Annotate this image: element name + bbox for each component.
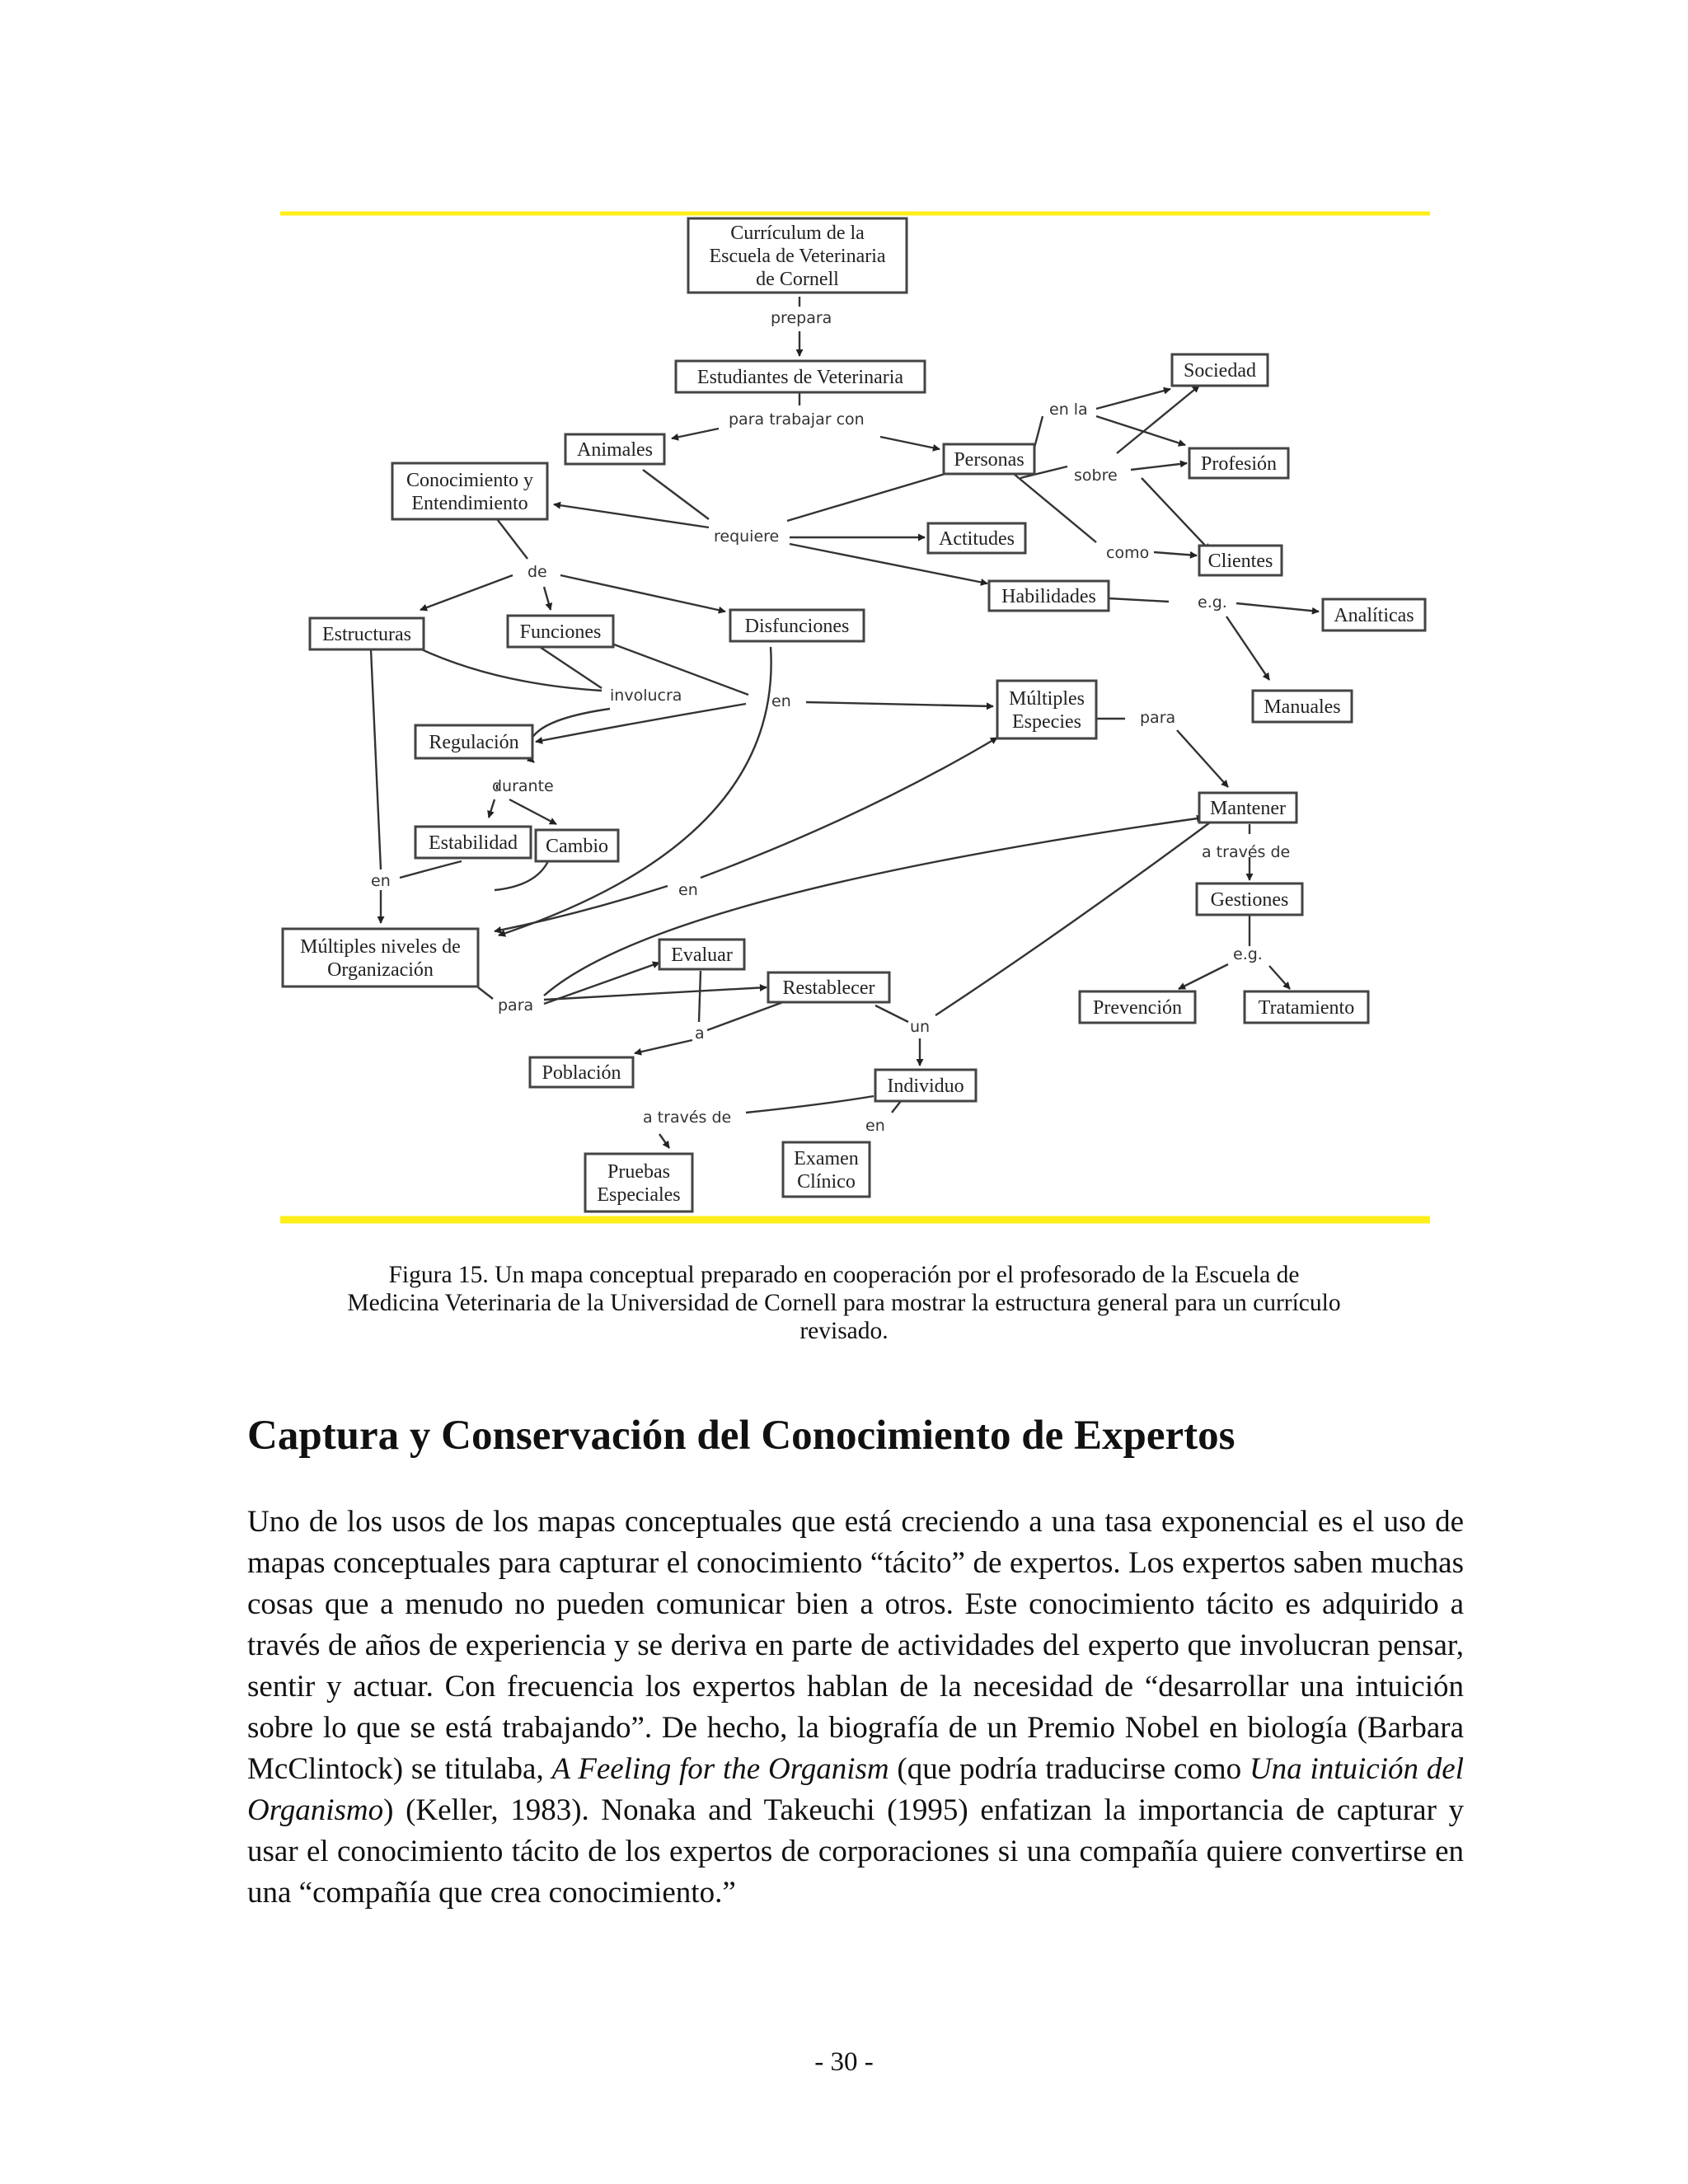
paragraph-part-2: (que podría traducirse como (889, 1752, 1250, 1786)
node-multiples-especies (997, 681, 1096, 738)
node-label: Restablecer (782, 977, 875, 999)
node-label: Funciones (519, 621, 602, 643)
figure-caption (247, 1261, 1441, 1345)
node-curriculum (688, 218, 907, 293)
node-label: Sociedad (1184, 360, 1256, 382)
page-number: - 30 - (814, 2047, 874, 2077)
paragraph-part-3: ) (Keller, 1983). Nonaka and Takeuchi (1995) enfatizan la importancia de capturar y usar el conocimiento tácito de los expertos de corporaciones si una compañía quiere convertirse en una “compañía que crea conocimiento.” (247, 1793, 1464, 1910)
node-label: Evaluar (671, 944, 733, 966)
node-pruebas (585, 1154, 692, 1212)
book-title-english: A Feeling for the Organism (551, 1752, 889, 1786)
node-animales (565, 434, 664, 464)
node-label: Clientes (1207, 551, 1273, 572)
node-mantener (1199, 793, 1296, 823)
link-sobre: sobre (1074, 466, 1118, 485)
caption-line-1: Figura 15. Un mapa conceptual preparado en cooperación por el profesorado de la Escuela de (388, 1262, 1300, 1288)
book-title-spanish: Una intuición del Organismo (247, 1752, 1465, 1827)
node-label: Individuo (887, 1076, 964, 1097)
node-habilidades (989, 581, 1109, 611)
node-label: Clínico (797, 1171, 856, 1193)
paragraph-part-1: Uno de los usos de los mapas conceptuales que está creciendo a una tasa exponencial es el uso de mapas conceptuales para capturar el conocimiento “tácito” de expertos. Los expertos saben muchas cosas que a menudo no pueden comunicar bien a otros. Este conocimiento tácito es adquirido a través de años de experiencia y se deriva en parte de actividades del experto que involucran pensar, sentir y actuar. Con frecuencia los expertos hablan de la necesidad de “desarrollar una intuición sobre lo que se está trabajando”. De hecho, la biografía de un Premio Nobel en biología (Barbara McClintock) se titulaba, (247, 1505, 1464, 1786)
node-label: Pruebas (607, 1161, 670, 1183)
node-estudiantes (676, 361, 925, 392)
caption-line-3: revisado. (799, 1318, 889, 1344)
node-profesion (1189, 448, 1288, 478)
link-en-3: en (678, 881, 698, 899)
node-label: Disfunciones (744, 616, 850, 637)
link-a-traves-1: a través de (1202, 843, 1291, 861)
node-prevencion (1080, 991, 1195, 1023)
node-gestiones (1197, 883, 1302, 915)
node-label: Regulación (429, 732, 519, 753)
node-restablecer (768, 972, 889, 1002)
link-involucra: involucra (610, 687, 682, 705)
link-prepara: prepara (771, 309, 832, 327)
node-label: Cambio (546, 836, 608, 857)
node-label: Estructuras (322, 624, 411, 645)
node-clientes (1199, 546, 1282, 575)
link-en-2: en (371, 872, 391, 890)
node-estabilidad (415, 827, 531, 858)
link-en-la: en la (1049, 401, 1088, 419)
node-label: Especies (1012, 711, 1081, 733)
node-label: Personas (954, 449, 1025, 471)
node-label: Habilidades (1001, 586, 1096, 607)
node-tratamiento (1245, 991, 1368, 1023)
node-actitudes (928, 523, 1025, 553)
node-label: Animales (577, 439, 653, 461)
node-label: Gestiones (1210, 889, 1289, 911)
link-en-4: en (865, 1117, 885, 1135)
node-label: de Cornell (756, 269, 839, 290)
node-label: Escuela de Veterinaria (709, 246, 886, 267)
node-personas (944, 444, 1034, 474)
node-label: Organización (327, 959, 434, 981)
node-multiples-niveles (283, 929, 478, 987)
node-cambio (536, 830, 618, 861)
node-label: Entendimiento (411, 493, 528, 514)
node-label: Examen (794, 1148, 859, 1169)
node-funciones (508, 616, 613, 647)
node-analiticas (1323, 599, 1425, 630)
node-examen (783, 1142, 870, 1197)
link-de: de (528, 563, 547, 581)
node-conocimiento (392, 463, 547, 519)
node-label: Profesión (1201, 453, 1277, 475)
node-label: Analíticas (1334, 605, 1414, 626)
link-a: a (695, 1024, 705, 1043)
node-estructuras (310, 618, 424, 649)
node-label: Currículum de la (730, 223, 865, 244)
link-eg-2: e.g. (1233, 945, 1263, 963)
node-label: Población (542, 1062, 621, 1084)
body-paragraph (247, 1502, 1464, 1914)
link-en-1: en (771, 692, 791, 710)
link-requiere: requiere (714, 527, 780, 546)
link-un: un (910, 1018, 931, 1036)
link-como: como (1106, 544, 1150, 562)
node-regulacion (415, 725, 532, 758)
link-para-trabajar: para trabajar con (729, 410, 865, 429)
node-label: Mantener (1210, 798, 1286, 819)
node-poblacion (530, 1057, 633, 1087)
section-heading: Captura y Conservación del Conocimiento de Expertos (247, 1413, 1236, 1459)
node-disfunciones (730, 610, 864, 641)
link-para-1: para (1140, 709, 1176, 727)
node-label: Múltiples niveles de (300, 936, 461, 958)
node-individuo (875, 1070, 976, 1101)
node-label: Actitudes (939, 528, 1015, 550)
link-durante: durante (492, 777, 554, 795)
caption-line-2: Medicina Veterinaria de la Universidad de Cornell para mostrar la estructura general para un currículo (347, 1290, 1341, 1316)
node-sociedad (1172, 354, 1268, 386)
node-label: Manuales (1264, 696, 1341, 718)
node-label: Estabilidad (429, 832, 518, 854)
node-evaluar (659, 940, 744, 969)
link-para-2: para (498, 996, 534, 1015)
node-label: Múltiples (1008, 688, 1085, 710)
node-label: Especiales (597, 1184, 681, 1206)
node-label: Estudiantes de Veterinaria (696, 367, 904, 388)
node-label: Tratamiento (1258, 997, 1355, 1019)
node-manuales (1253, 691, 1352, 722)
node-label: Prevención (1093, 997, 1182, 1019)
link-eg-1: e.g. (1198, 593, 1227, 612)
node-label: Conocimiento y (406, 470, 533, 491)
link-a-traves-2: a través de (643, 1108, 732, 1127)
